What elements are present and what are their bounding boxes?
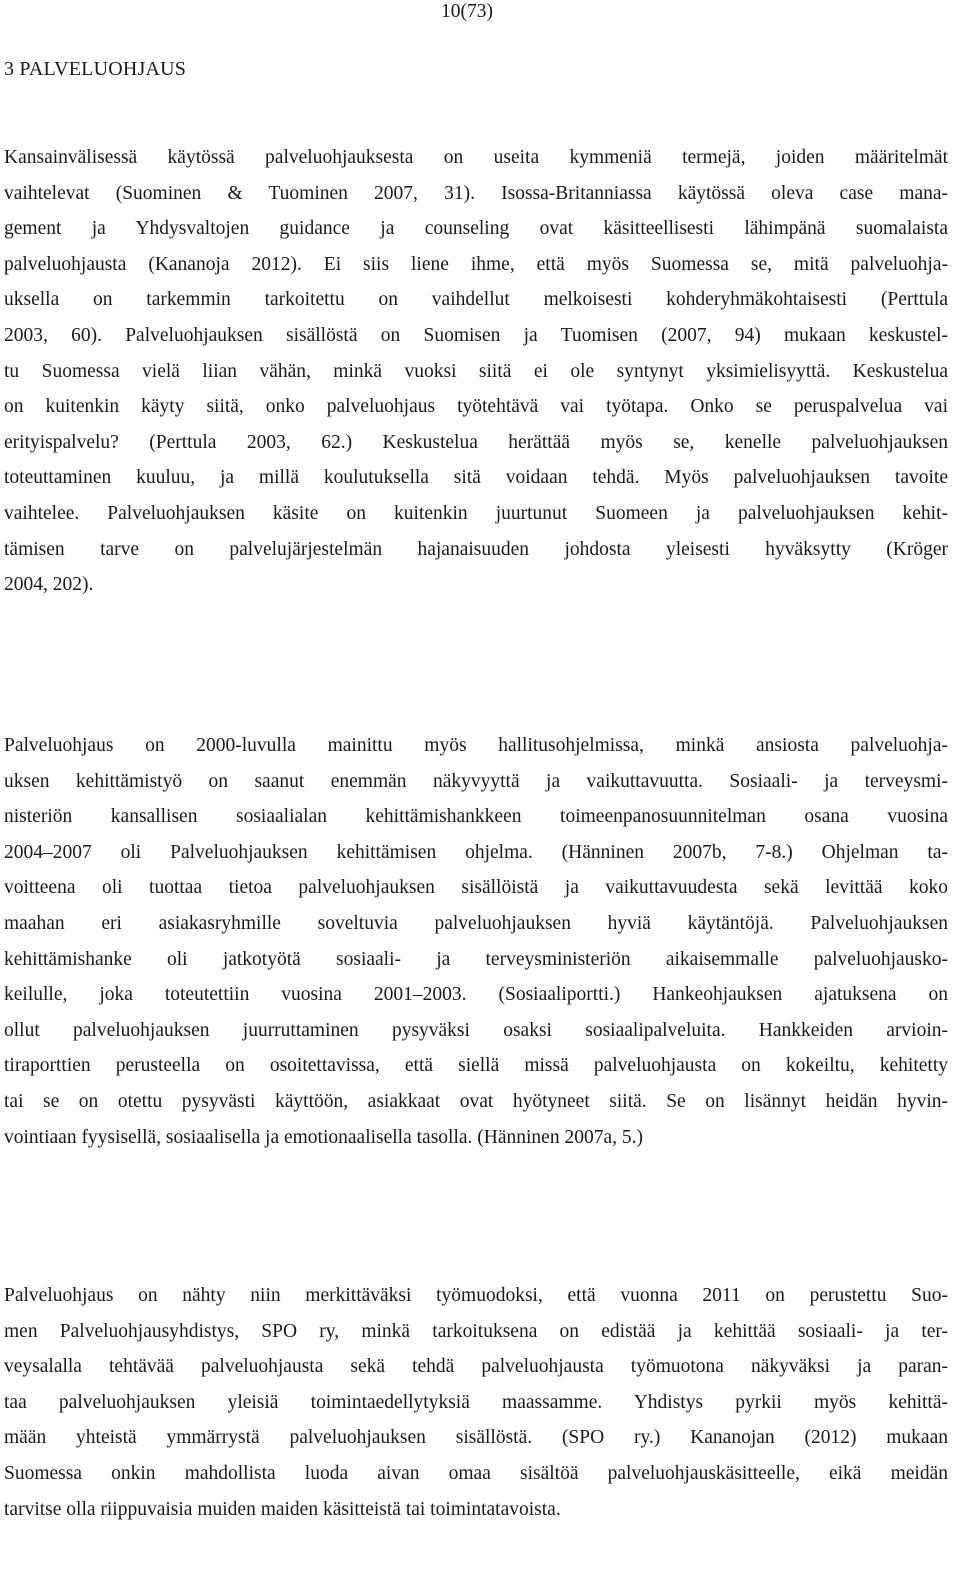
text-line: tarvitse olla riippuvaisia muiden maiden käsitteistä tai toimintatavoista. — [4, 1498, 561, 1520]
text-line: keilulle, joka toteutettiin vuosina 2001–2003. (Sosiaaliportti.) Hankeohjauksen ajatuksena on — [4, 984, 948, 1006]
text-line: palveluohjausta (Kananoja 2012). Ei siis liene ihme, että myös Suomessa se, mitä palveluohja- — [4, 253, 948, 275]
text-line: 2004–2007 oli Palveluohjauksen kehittämisen ohjelma. (Hänninen 2007b, 7-8.) Ohjelman ta- — [4, 841, 948, 863]
text-line: Kansainvälisessä käytössä palveluohjauksesta on useita kymmeniä termejä, joiden määritelmät — [4, 147, 948, 168]
text-line: mään yhteistä ymmärrystä palveluohjauksen sisällöstä. (SPO ry.) Kananojan (2012) mukaan — [4, 1427, 948, 1449]
text-line: men Palveluohjausyhdistys, SPO ry, minkä tarkoituksena on edistää ja kehittää sosiaali- ja ter- — [4, 1320, 948, 1342]
text-line: ollut palveluohjauksen juurruttaminen pysyväksi osaksi sosiaalipalveluita. Hankkeiden arvioin- — [4, 1019, 948, 1041]
paragraph-2 — [4, 728, 948, 1155]
text-line: tämisen tarve on palvelujärjestelmän hajanaisuuden johdosta yleisesti hyväksytty (Kröger — [4, 538, 948, 560]
paragraph-1 — [4, 140, 948, 603]
text-line: tiraporttien perusteella on osoitettavissa, että siellä missä palveluohjausta on kokeiltu, kehitetty — [4, 1055, 948, 1077]
text-line: tai se on otettu pysyvästi käyttöön, asiakkaat ovat hyötyneet siitä. Se on lisännyt heidän hyvin- — [4, 1090, 948, 1112]
text-line: Palveluohjaus on 2000-luvulla mainittu myös hallitusohjelmissa, minkä ansiosta palveluohja- — [4, 735, 948, 756]
page-number: 10(73) — [441, 1, 493, 22]
text-line: taa palveluohjauksen yleisiä toimintaedellytyksiä maassamme. Yhdistys pyrkii myös kehittä- — [4, 1391, 948, 1413]
text-line: veysalalla tehtävää palveluohjausta sekä tehdä palveluohjausta työmuotona näkyväksi ja paran- — [4, 1356, 948, 1378]
text-line: 2003, 60). Palveluohjauksen sisällöstä on Suomisen ja Tuomisen (2007, 94) mukaan keskustel- — [4, 324, 948, 346]
text-line: vointiaan fyysisellä, sosiaalisella ja emotionaalisella tasolla. (Hänninen 2007a, 5.) — [4, 1126, 643, 1148]
text-line: kehittämishanke oli jatkotyötä sosiaali- ja terveysministeriön aikaisemmalle palveluohjausko- — [4, 948, 948, 970]
text-line: Palveluohjaus on nähty niin merkittäväksi työmuodoksi, että vuonna 2011 on perustettu Suo- — [4, 1285, 948, 1306]
text-line: nisteriön kansallisen sosiaalialan kehittämishankkeen toimeenpanosuunnitelman osana vuosina — [4, 806, 948, 828]
text-line: maahan eri asiakasryhmille soveltuvia palveluohjauksen hyviä käytäntöjä. Palveluohjauksen — [4, 912, 948, 934]
text-line: on kuitenkin käyty siitä, onko palveluohjaus työtehtävä vai työtapa. Onko se peruspalvelua vai — [4, 396, 948, 418]
text-line: vaihtelee. Palveluohjauksen käsite on kuitenkin juurtunut Suomeen ja palveluohjauksen kehit- — [4, 502, 948, 524]
text-line: tu Suomessa vielä liian vähän, minkä vuoksi siitä ei ole syntynyt yksimielisyyttä. Keskustelua — [4, 360, 948, 382]
text-line: 2004, 202). — [4, 574, 94, 596]
text-line: uksen kehittämistyö on saanut enemmän näkyvyyttä ja vaikuttavuutta. Sosiaali- ja terveysmi- — [4, 770, 948, 792]
text-line: voitteena oli tuottaa tietoa palveluohjauksen sisällöistä ja vaikuttavuudesta sekä levittää koko — [4, 877, 948, 899]
text-line: erityispalvelu? (Perttula 2003, 62.) Keskustelua herättää myös se, kenelle palveluohjauksen — [4, 431, 948, 453]
text-line: toteuttaminen kuuluu, ja millä koulutuksella sitä voidaan tehdä. Myös palveluohjauksen tavoite — [4, 467, 948, 489]
text-line: uksella on tarkemmin tarkoitettu on vaihdellut melkoisesti kohderyhmäkohtaisesti (Perttula — [4, 289, 948, 311]
text-line: Suomessa onkin mahdollista luoda aivan omaa sisältöä palveluohjauskäsitteelle, eikä meidän — [4, 1462, 948, 1484]
text-line: vaihtelevat (Suominen & Tuominen 2007, 31). Isossa-Britanniassa käytössä oleva case mana- — [4, 182, 948, 204]
section-heading: 3 PALVELUOHJAUS — [4, 58, 187, 80]
paragraph-3 — [4, 1278, 948, 1527]
text-line: gement ja Yhdysvaltojen guidance ja counseling ovat käsitteellisesti lähimpänä suomalaista — [4, 218, 948, 240]
